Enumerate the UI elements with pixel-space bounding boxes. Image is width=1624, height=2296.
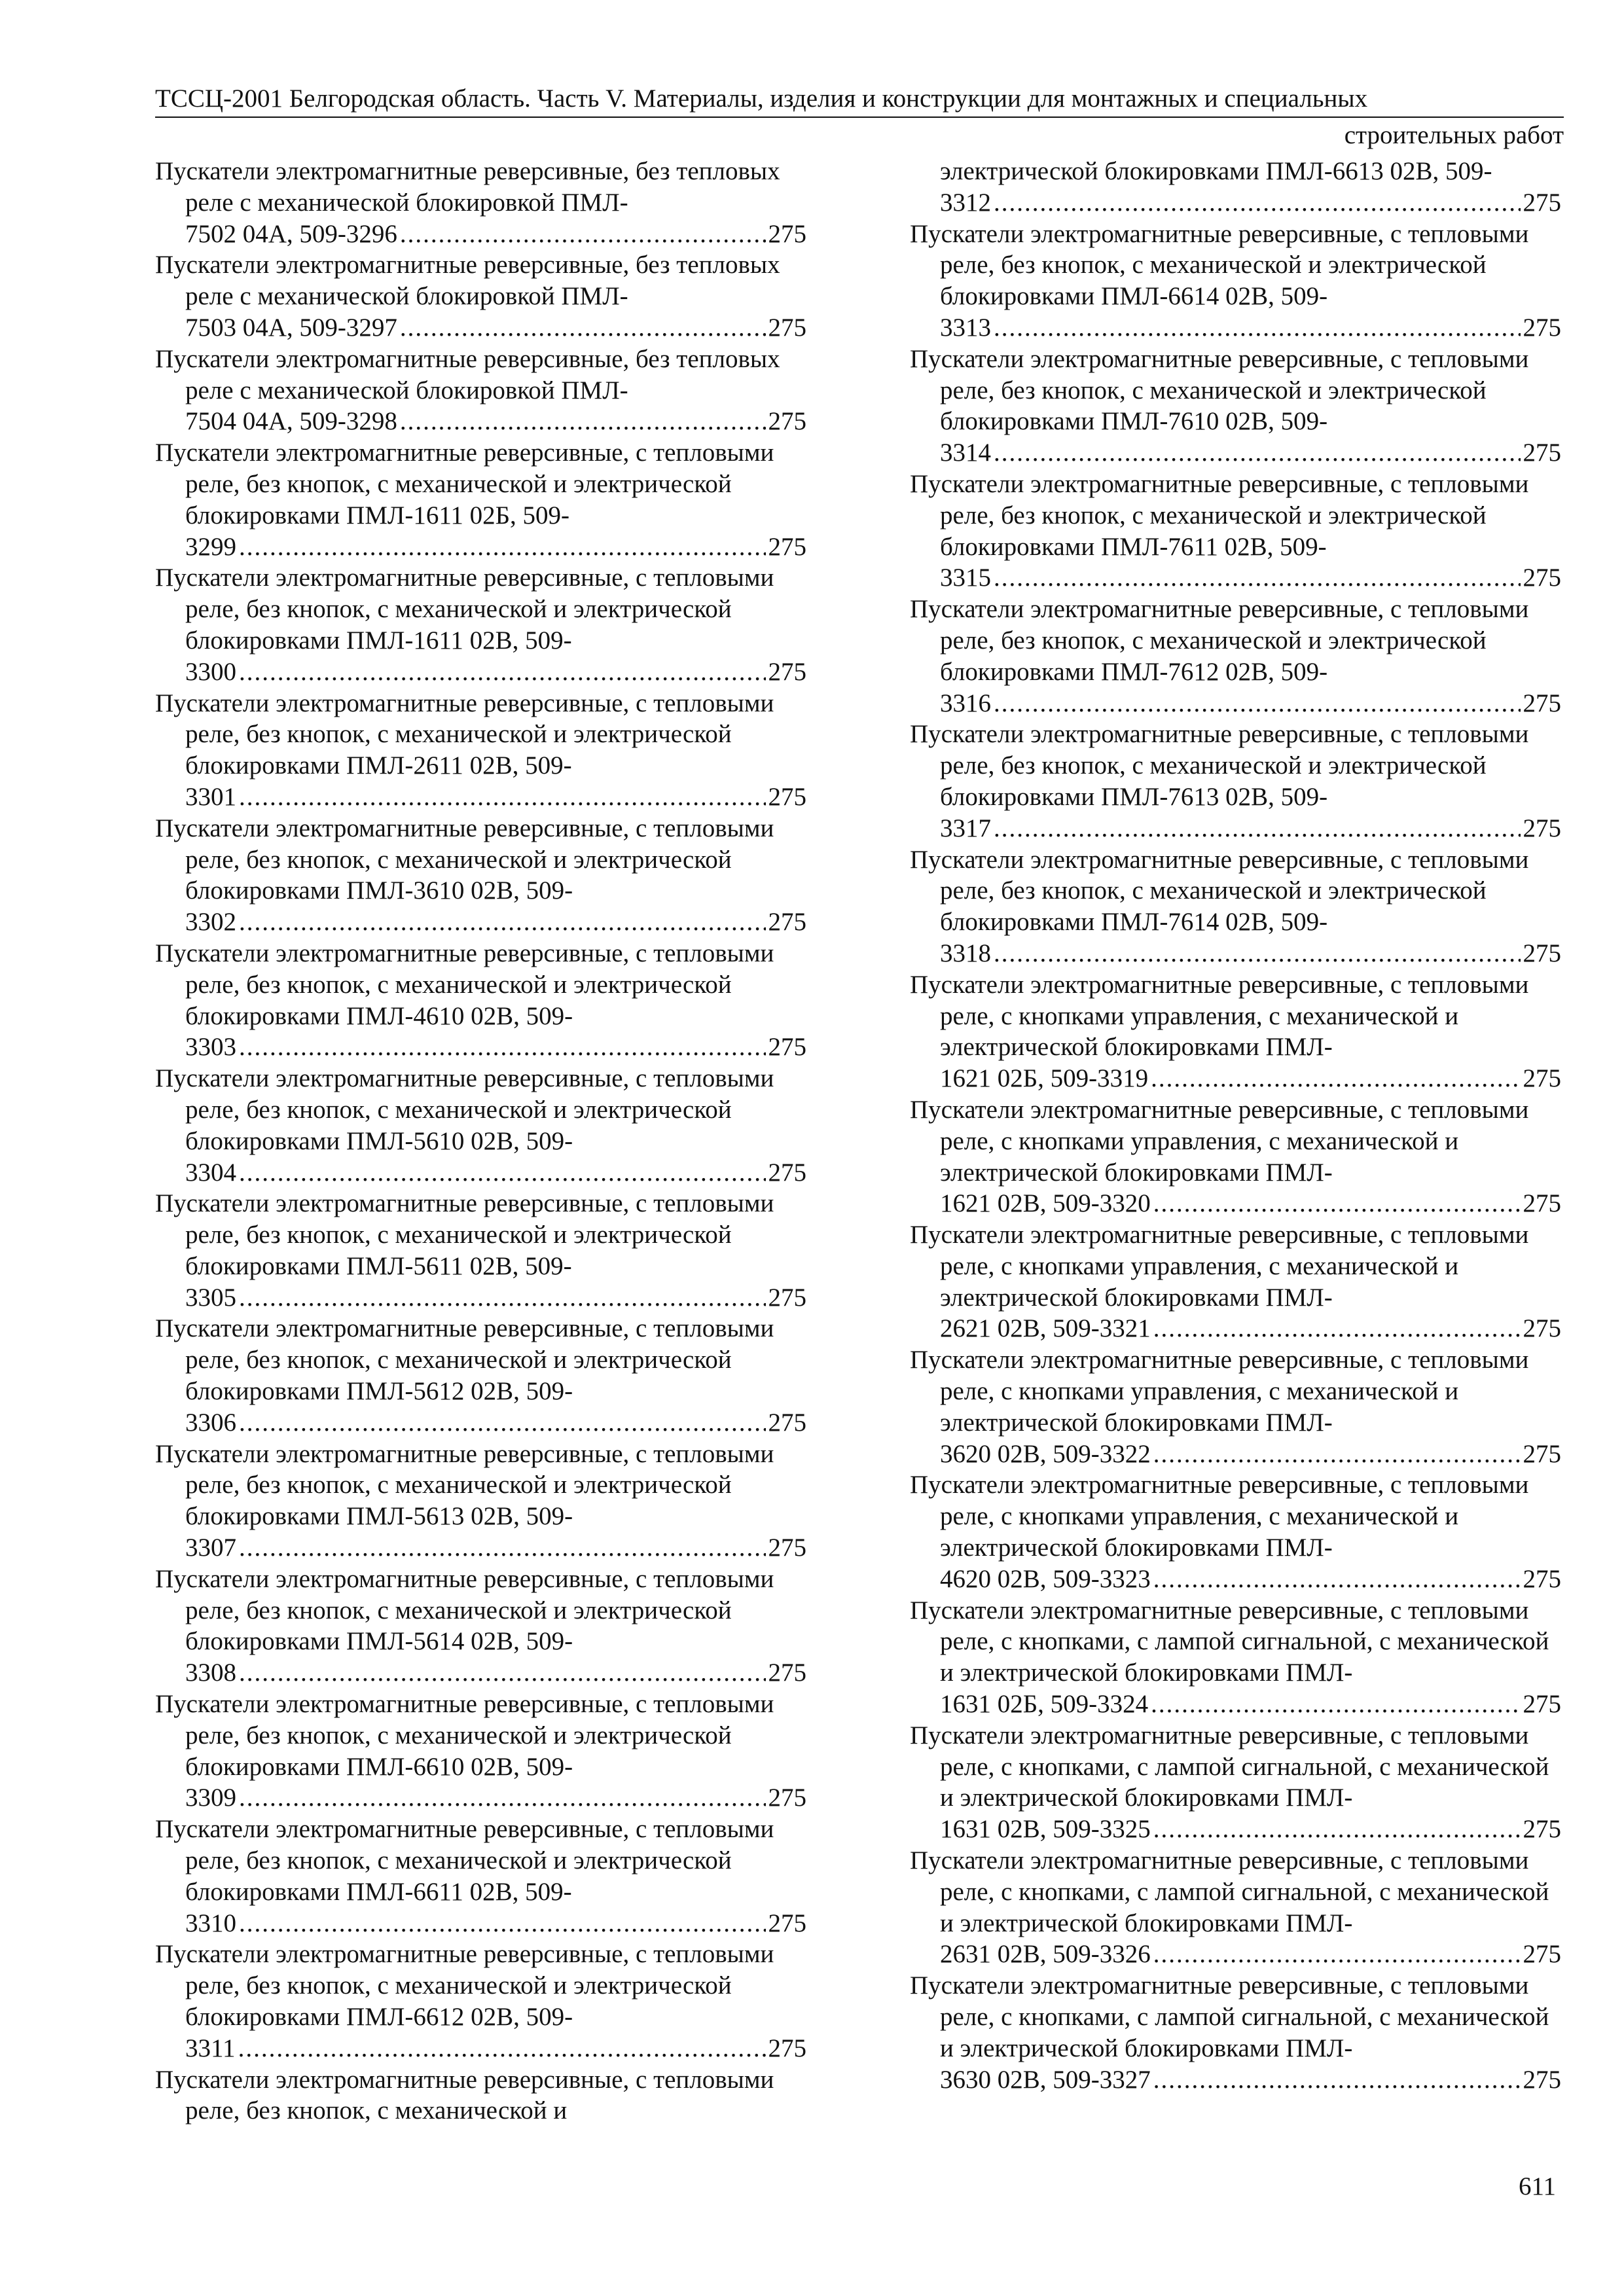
entry-page-ref: 275: [1523, 689, 1561, 717]
index-entry: [910, 1469, 1561, 1594]
entry-page-ref: 275: [768, 1534, 806, 1562]
entry-tail: [940, 2064, 1561, 2096]
entry-tail: [940, 1564, 1561, 1595]
entry-tail: [185, 312, 806, 344]
entry-page-ref: 275: [768, 219, 806, 248]
entry-description: Пускатели электромагнитные реверсивные, с тепловыми реле, без кнопок, с механической и электрической блокировками ПМЛ-5614 02В, 509-: [155, 1564, 774, 1656]
entry-description: Пускатели электромагнитные реверсивные, с тепловыми реле, без кнопок, с механической и электрической блокировками ПМЛ-7611 02В, 509-: [910, 469, 1529, 561]
entry-page-ref: 275: [1523, 1564, 1561, 1593]
entry-page-ref: 275: [1523, 814, 1561, 842]
index-entry: [910, 1720, 1561, 1845]
entry-page-ref: 275: [768, 2034, 806, 2062]
dot-leader: [239, 1657, 766, 1689]
entry-page-ref: 275: [768, 1784, 806, 1812]
index-entry: [155, 437, 806, 562]
entry-description: Пускатели электромагнитные реверсивные, с тепловыми реле, без кнопок, с механической и электрической блокировками ПМЛ-6611 02В, 509-: [155, 1815, 774, 1906]
index-column-left: [155, 156, 806, 2126]
dot-leader: [994, 562, 1521, 594]
entry-code: 1621 02В, 509-3320: [940, 1189, 1151, 1218]
dot-leader: [239, 1407, 766, 1439]
entry-code: 3301: [185, 782, 236, 811]
entry-code: 3300: [185, 657, 236, 686]
entry-code: 3317: [940, 814, 991, 842]
entry-page-ref: 275: [768, 908, 806, 937]
index-entry: [155, 813, 806, 938]
dot-leader: [1153, 1564, 1521, 1595]
entry-tail: [940, 187, 1561, 219]
index-entry: [910, 1595, 1561, 1720]
entry-code: 3306: [185, 1408, 236, 1437]
entry-page-ref: 275: [768, 782, 806, 811]
entry-description: Пускатели электромагнитные реверсивные, с тепловыми реле, без кнопок, с механической и электрической блокировками ПМЛ-6614 02В, 509-: [910, 219, 1529, 311]
entry-tail: [940, 1439, 1561, 1470]
entry-page-ref: 275: [1523, 1940, 1561, 1969]
index-entry: [155, 1814, 806, 1939]
entry-tail: [940, 312, 1561, 344]
entry-description: Пускатели электромагнитные реверсивные, с тепловыми реле, без кнопок, с механической и электрической блокировками ПМЛ-7612 02В, 509-: [910, 595, 1529, 686]
entry-description: Пускатели электромагнитные реверсивные, с тепловыми реле, с кнопками управления, с механической и электрической блокировками ПМЛ-: [910, 1095, 1529, 1187]
entry-description: Пускатели электромагнитные реверсивные, с тепловыми реле, с кнопками управления, с механической и электрической блокировками ПМЛ-: [910, 1471, 1529, 1562]
index-entry: [155, 938, 806, 1063]
index-entry: [155, 1939, 806, 2064]
dot-leader: [994, 187, 1521, 219]
index-entry: [155, 1063, 806, 1188]
entry-page-ref: 275: [768, 657, 806, 686]
entry-page-ref: 275: [768, 1158, 806, 1187]
entry-description: Пускатели электромагнитные реверсивные, с тепловыми реле, без кнопок, с механической и электрической блокировками ПМЛ-4610 02В, 509-: [155, 939, 774, 1030]
dot-leader: [239, 1782, 766, 1814]
entry-page-ref: 275: [1523, 1064, 1561, 1093]
entry-tail: [940, 1689, 1561, 1720]
entry-tail: [185, 531, 806, 563]
entry-description: Пускатели электромагнитные реверсивные, с тепловыми реле, без кнопок, с механической и электрической блокировками ПМЛ-2611 02В, 509-: [155, 689, 774, 780]
entry-page-ref: 275: [768, 313, 806, 342]
dot-leader: [239, 531, 766, 563]
entry-tail: [185, 1908, 806, 1939]
entry-code: 3303: [185, 1033, 236, 1062]
entry-code: 2621 02В, 509-3321: [940, 1314, 1151, 1343]
dot-leader: [400, 406, 766, 437]
entry-page-ref: 275: [1523, 439, 1561, 467]
entry-description: Пускатели электромагнитные реверсивные, с тепловыми реле, без кнопок, с механической и электрической блокировками ПМЛ-1611 02В, 509-: [155, 564, 774, 655]
entry-code: 3315: [940, 564, 991, 592]
dot-leader: [994, 437, 1521, 469]
entry-code: 3311: [185, 2034, 236, 2062]
entry-tail: [940, 562, 1561, 594]
entry-code: 3312: [940, 188, 991, 217]
index-entry: [155, 1313, 806, 1438]
header-title: ТССЦ-2001 Белгородская область. Часть V. Материалы, изделия и конструкции для монтажных и специальных: [155, 84, 1368, 113]
entry-code: 3314: [940, 439, 991, 467]
index-column-right: [910, 156, 1561, 2095]
index-entry: [155, 344, 806, 437]
dot-leader: [239, 781, 766, 813]
entry-tail: [940, 1063, 1561, 1094]
index-entry: [155, 1689, 806, 1814]
entry-page-ref: 275: [768, 1659, 806, 1687]
entry-page-ref: 275: [1523, 939, 1561, 967]
entry-description: Пускатели электромагнитные реверсивные, с тепловыми реле, без кнопок, с механической и электрической блокировками ПМЛ-3610 02В, 509-: [155, 814, 774, 905]
index-entry: [155, 688, 806, 813]
entry-code: 3313: [940, 313, 991, 342]
entry-description: Пускатели электромагнитные реверсивные, с тепловыми реле, без кнопок, с механической и электрической блокировками ПМЛ-5612 02В, 509-: [155, 1314, 774, 1406]
entry-code: 3305: [185, 1283, 236, 1312]
entry-code: 3309: [185, 1784, 236, 1812]
entry-tail: [940, 1814, 1561, 1845]
dot-leader: [239, 1031, 766, 1063]
dot-leader: [1153, 1313, 1521, 1344]
entry-tail: [185, 1157, 806, 1189]
entry-description: Пускатели электромагнитные реверсивные, с тепловыми реле, без кнопок, с механической и электрической блокировками ПМЛ-1611 02Б, 509-: [155, 439, 774, 529]
entry-description: Пускатели электромагнитные реверсивные, с тепловыми реле, без кнопок, с механической и электрической блокировками ПМЛ-7610 02В, 509-: [910, 344, 1529, 436]
entry-code: 3302: [185, 908, 236, 937]
dot-leader: [400, 312, 766, 344]
entry-description: Пускатели электромагнитные реверсивные, без тепловых реле с механической блокировкой ПМЛ-: [155, 251, 780, 311]
entry-page-ref: 275: [1523, 313, 1561, 342]
entry-description: Пускатели электромагнитные реверсивные, с тепловыми реле, без кнопок, с механической и электрической блокировками ПМЛ-5610 02В, 509-: [155, 1064, 774, 1155]
index-entry: [910, 844, 1561, 969]
entry-tail: [185, 1031, 806, 1063]
entry-tail: [185, 1782, 806, 1814]
index-entry: [910, 344, 1561, 469]
index-entry: [910, 1845, 1561, 1970]
dot-leader: [1153, 1939, 1521, 1970]
entry-tail: [185, 406, 806, 437]
entry-tail: [940, 1188, 1561, 1219]
entry-description: Пускатели электромагнитные реверсивные, без тепловых реле с механической блокировкой ПМЛ-: [155, 157, 780, 217]
entry-description: Пускатели электромагнитные реверсивные, с тепловыми реле, с кнопками управления, с механической и электрической блокировками ПМЛ-: [910, 1346, 1529, 1437]
entry-description: Пускатели электромагнитные реверсивные, с тепловыми реле, с кнопками, с лампой сигнальной, с механической и электрической блокировками ПМЛ-: [910, 1846, 1549, 1937]
index-entry: [155, 249, 806, 343]
entry-code: 1621 02Б, 509-3319: [940, 1064, 1149, 1093]
dot-leader: [1151, 1689, 1520, 1720]
entry-code: 3316: [940, 689, 991, 717]
dot-leader: [239, 1282, 766, 1314]
entry-page-ref: 275: [1523, 564, 1561, 592]
entry-code: 7502 04А, 509-3296: [185, 219, 397, 248]
entry-description: Пускатели электромагнитные реверсивные, с тепловыми реле, без кнопок, с механической и электрической блокировками ПМЛ-6610 02В, 509-: [155, 1690, 774, 1781]
dot-leader: [1153, 1439, 1521, 1470]
entry-code: 1631 02В, 509-3325: [940, 1815, 1151, 1844]
dot-leader: [400, 219, 766, 250]
entry-tail: [940, 1939, 1561, 1970]
entry-code: 3318: [940, 939, 991, 967]
entry-page-ref: 275: [1523, 188, 1561, 217]
entry-page-ref: 275: [768, 1033, 806, 1062]
entry-tail: [185, 656, 806, 688]
entry-description: электрической блокировками ПМЛ-6613 02В, 509-: [940, 157, 1492, 185]
entry-code: 7504 04А, 509-3298: [185, 407, 397, 436]
entry-code: 1631 02Б, 509-3324: [940, 1690, 1149, 1719]
entry-code: 3630 02В, 509-3327: [940, 2065, 1151, 2094]
index-entry: [910, 1344, 1561, 1469]
entry-description: Пускатели электромагнитные реверсивные, с тепловыми реле, без кнопок, с механической и электрической блокировками ПМЛ-5611 02В, 509-: [155, 1189, 774, 1280]
dot-leader: [1151, 1063, 1520, 1094]
entry-description: Пускатели электромагнитные реверсивные, с тепловыми реле, без кнопок, с механической и электрической блокировками ПМЛ-6612 02В, 509-: [155, 1940, 774, 2032]
index-entry: [910, 469, 1561, 594]
dot-leader: [1153, 2064, 1521, 2096]
dot-leader: [1153, 1814, 1521, 1845]
dot-leader: [239, 1908, 766, 1939]
entry-page-ref: 275: [1523, 2065, 1561, 2094]
index-entry: [910, 219, 1561, 344]
index-entry: [910, 156, 1561, 219]
entry-description: Пускатели электромагнитные реверсивные, с тепловыми реле, с кнопками, с лампой сигнальной, с механической и электрической блокировками ПМЛ-: [910, 1971, 1549, 2062]
index-entry: [155, 1439, 806, 1564]
entry-tail: [185, 1282, 806, 1314]
entry-page-ref: 275: [768, 1408, 806, 1437]
entry-description: Пускатели электромагнитные реверсивные, с тепловыми реле, с кнопками, с лампой сигнальной, с механической и электрической блокировками ПМЛ-: [910, 1721, 1549, 1812]
entry-tail: [940, 813, 1561, 844]
entry-page-ref: 275: [768, 532, 806, 561]
dot-leader: [239, 656, 766, 688]
entry-description: Пускатели электромагнитные реверсивные, с тепловыми реле, с кнопками управления, с механической и электрической блокировками ПМЛ-: [910, 1221, 1529, 1312]
dot-leader: [994, 688, 1521, 719]
entry-page-ref: 275: [1523, 1690, 1561, 1719]
entry-tail: [185, 1657, 806, 1689]
index-entry: [155, 1188, 806, 1313]
entry-tail: [185, 219, 806, 250]
entry-code: 3310: [185, 1909, 236, 1937]
entry-code: 7503 04А, 509-3297: [185, 313, 397, 342]
entry-description: Пускатели электромагнитные реверсивные, с тепловыми реле, с кнопками, с лампой сигнальной, с механической и электрической блокировками ПМЛ-: [910, 1596, 1549, 1687]
entry-description: Пускатели электромагнитные реверсивные, с тепловыми реле, без кнопок, с механической и электрической блокировками ПМЛ-5613 02В, 509-: [155, 1439, 774, 1531]
entry-tail: [185, 1407, 806, 1439]
entry-tail: [940, 688, 1561, 719]
index-entry: [910, 1219, 1561, 1344]
dot-leader: [238, 2033, 766, 2064]
entry-tail: [940, 938, 1561, 969]
index-entry: [155, 2064, 806, 2127]
index-entry: [155, 562, 806, 687]
index-entry: [155, 156, 806, 249]
entry-description: Пускатели электромагнитные реверсивные, с тепловыми реле, без кнопок, с механической и электрической блокировками ПМЛ-7614 02В, 509-: [910, 845, 1529, 937]
running-header: [155, 84, 1564, 149]
entry-description: Пускатели электромагнитные реверсивные, с тепловыми реле, с кнопками управления, с механической и электрической блокировками ПМЛ-: [910, 970, 1529, 1062]
entry-code: 4620 02В, 509-3323: [940, 1564, 1151, 1593]
index-entry: [910, 1970, 1561, 2095]
entry-description: Пускатели электромагнитные реверсивные, с тепловыми реле, без кнопок, с механической и: [155, 2065, 774, 2125]
dot-leader: [994, 312, 1521, 344]
header-rule: [155, 117, 1564, 118]
entry-tail: [185, 2033, 806, 2064]
entry-page-ref: 275: [1523, 1314, 1561, 1343]
dot-leader: [239, 1532, 766, 1564]
index-entry: [910, 1094, 1561, 1219]
page-number: 611: [1519, 2172, 1557, 2200]
entry-tail: [185, 781, 806, 813]
entry-page-ref: 275: [768, 1283, 806, 1312]
entry-tail: [185, 906, 806, 938]
entry-code: 2631 02В, 509-3326: [940, 1940, 1151, 1969]
entry-description: Пускатели электромагнитные реверсивные, без тепловых реле с механической блокировкой ПМЛ-: [155, 344, 780, 404]
header-title-continuation: строительных работ: [1344, 121, 1564, 149]
entry-code: 3620 02В, 509-3322: [940, 1439, 1151, 1468]
index-entry: [910, 594, 1561, 719]
index-entry: [155, 1564, 806, 1689]
entry-code: 3307: [185, 1534, 236, 1562]
entry-page-ref: 275: [1523, 1815, 1561, 1844]
entry-tail: [940, 1313, 1561, 1344]
entry-description: Пускатели электромагнитные реверсивные, с тепловыми реле, без кнопок, с механической и электрической блокировками ПМЛ-7613 02В, 509-: [910, 720, 1529, 811]
entry-tail: [185, 1532, 806, 1564]
entry-page-ref: 275: [768, 407, 806, 436]
entry-code: 3299: [185, 532, 236, 561]
entry-code: 3304: [185, 1158, 236, 1187]
dot-leader: [994, 813, 1521, 844]
entry-page-ref: 275: [768, 1909, 806, 1937]
entry-page-ref: 275: [1523, 1189, 1561, 1218]
entry-tail: [940, 437, 1561, 469]
index-entry: [910, 719, 1561, 844]
dot-leader: [1153, 1188, 1521, 1219]
index-entry: [910, 969, 1561, 1094]
dot-leader: [994, 938, 1521, 969]
dot-leader: [239, 906, 766, 938]
entry-code: 3308: [185, 1659, 236, 1687]
entry-page-ref: 275: [1523, 1439, 1561, 1468]
dot-leader: [239, 1157, 766, 1189]
